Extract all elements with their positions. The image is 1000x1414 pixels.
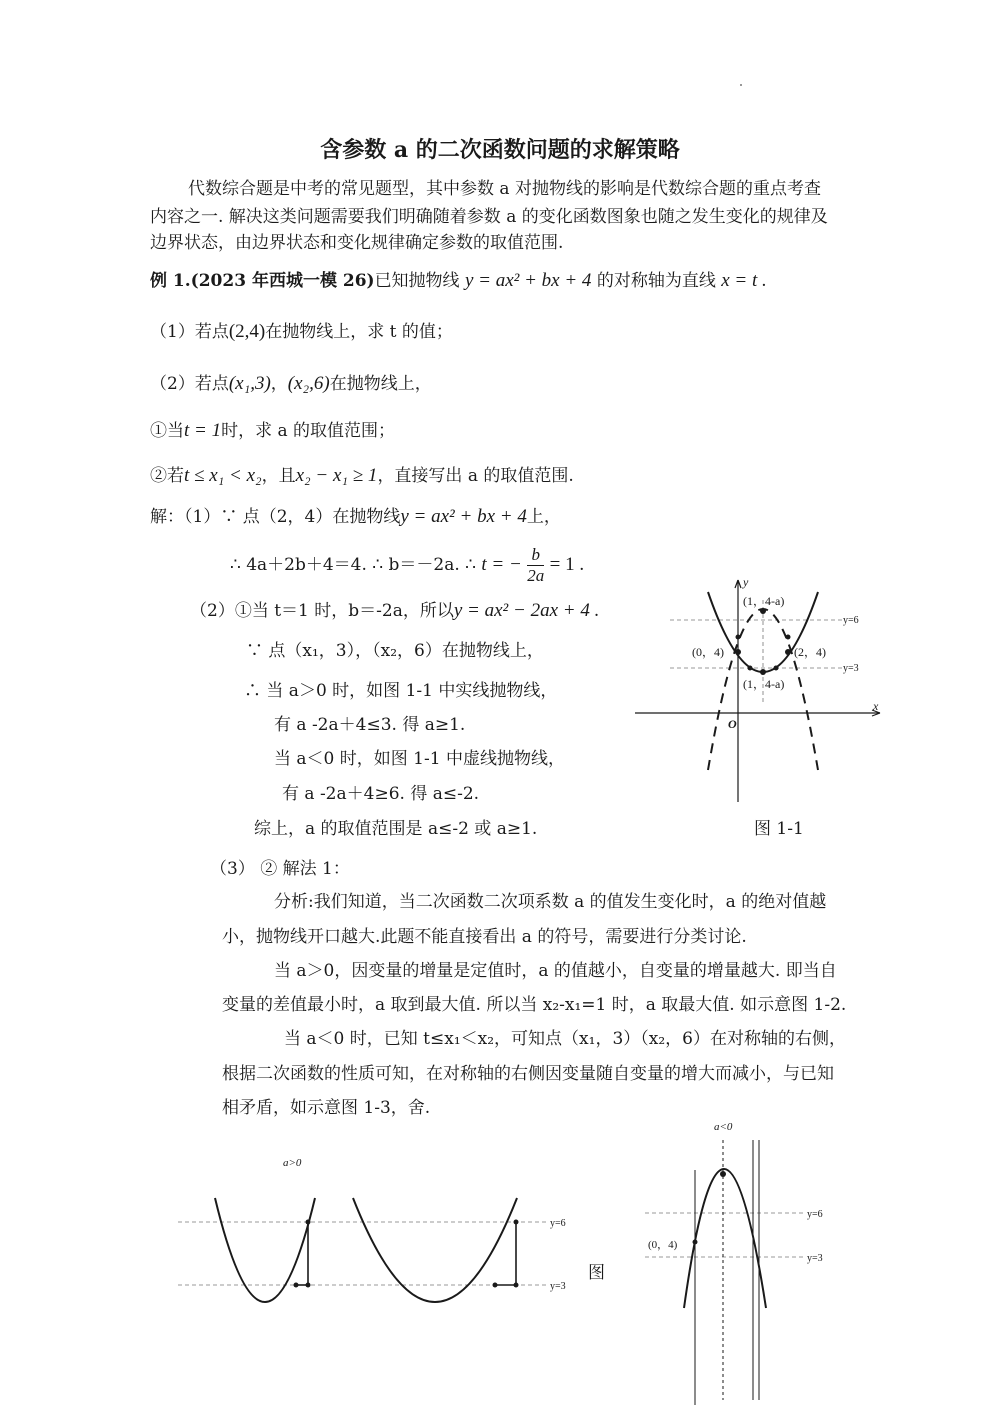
example-formula: y = ax² + bx + 4: [464, 270, 592, 291]
fraction-b-over-2a: [527, 545, 544, 586]
figure-1-1-caption: 图 1-1: [754, 819, 804, 839]
sol-l3a: （2）①当 t＝1 时，b＝-2a，所以: [190, 601, 454, 621]
fig1-y-label: y: [743, 575, 749, 589]
dashed-y6-right-point: [786, 635, 791, 640]
example-label: 例 1.(2023 年西城一模 26): [150, 271, 375, 291]
solution-line-5: ∴ 当 a＞0 时，如图 1-1 中实线抛物线，: [244, 681, 558, 701]
part3-para2-line2: 变量的差值最小时，a 取到最大值. 所以当 x₂-x₁=1 时，a 取最大值. 如示意图 1-2.: [222, 995, 847, 1015]
fig3-label: a<0: [714, 1121, 733, 1133]
solution-line-9: 综上，a 的取值范围是 a≤-2 或 a≥1.: [254, 819, 538, 839]
fig1-y3-label: y=3: [843, 663, 859, 674]
part3-para1-line2: 小，抛物线开口越大.此题不能直接看出 a 的符号，需要进行分类讨论.: [222, 927, 747, 947]
part3-heading: （3） ② 解法 1：: [210, 859, 350, 879]
fig3-point-label: (0，4): [648, 1239, 678, 1251]
example-text: 已知抛物线: [374, 271, 460, 291]
solution-line-8: 有 a -2a＋4≥6. 得 a≤-2.: [282, 784, 480, 804]
example-line: [150, 270, 767, 292]
vertex-bottom-point: [760, 669, 766, 675]
fig1-origin: O: [728, 717, 737, 731]
solution-line-4: ∵ 点（x₁，3），（x₂，6）在抛物线上，: [246, 641, 544, 661]
q2-point-2: (x₂,6): [287, 373, 330, 394]
figure-1-2-caption: 图: [588, 1263, 605, 1283]
fig2-y6-label: y=6: [550, 1218, 566, 1229]
part3-para1-line1: 分析:我们知道，当二次函数二次项系数 a 的值发生变化时，a 的绝对值越: [274, 892, 827, 912]
part3-para3-line3: 相矛盾，如示意图 1-3，舍.: [222, 1098, 431, 1118]
fig1-left-label: (0，4): [692, 645, 724, 659]
intro-line-3: 边界状态，由边界状态和变化规律确定参数的取值范围.: [150, 233, 564, 253]
sol-l1b: 上，: [526, 507, 561, 527]
figure-1-1: [630, 570, 900, 810]
q2a-text: ①当: [150, 421, 184, 441]
intro-line-2: 内容之一. 解决这类问题需要我们明确随着参数 a 的变化函数图象也随之发生变化的规律及: [150, 207, 828, 227]
solid-y3-right-point: [774, 666, 779, 671]
fig3-point-0-4: [693, 1240, 698, 1245]
fig3-y3-label: y=3: [807, 1253, 823, 1264]
question-2b: [150, 465, 574, 487]
q2-text-2: 在抛物线上，: [329, 374, 432, 394]
fig2-point: [514, 1283, 519, 1288]
solution-line-6: 有 a -2a＋4≤3. 得 a≥1.: [274, 715, 466, 735]
q1-text-2: 在抛物线上，求 t 的值；: [265, 322, 453, 342]
q2b-cond-2: x₂ − x₁ ≥ 1: [295, 465, 378, 486]
solution-line-7: 当 a＜0 时，如图 1-1 中虚线抛物线，: [274, 749, 565, 769]
part3-para3-line2: 根据二次函数的性质可知，在对称轴的右侧因变量随自变量的增大而减小，与已知: [222, 1064, 834, 1084]
figure-1-3: [640, 1115, 870, 1410]
q2-text: （2）若点: [150, 374, 229, 394]
q2b-cond: t ≤ x₁ < x₂: [184, 465, 262, 486]
q2b-text-2: ，且: [261, 466, 296, 486]
page-title: 含参数 a 的二次函数问题的求解策略: [320, 137, 680, 163]
example-text-2: 的对称轴为直线: [596, 271, 716, 291]
q2a-cond: t = 1: [184, 420, 222, 441]
part3-para3-line1: 当 a＜0 时，已知 t≤x₁＜x₂，可知点（x₁，3）（x₂，6）在对称轴的右侧，: [284, 1029, 846, 1049]
point-0-4: [735, 649, 741, 655]
point-2-4: [785, 649, 791, 655]
q2b-text: ②若: [150, 466, 184, 486]
part3-para2-line1: 当 a＞0，因变量的增量是定值时，a 的值越小，自变量的增量越大. 即当自: [274, 961, 837, 981]
vertex-top-point: [760, 608, 766, 614]
q2a-text-2: 时，求 a 的取值范围；: [221, 421, 396, 441]
fig3-y6-label: y=6: [807, 1209, 823, 1220]
solution-line-2: [230, 545, 584, 586]
q2-point-1: (x₁,3): [228, 373, 271, 394]
q1-text: （1）若点: [150, 322, 229, 342]
sol-l2-t: t = −: [481, 554, 522, 575]
fig2-point: [294, 1283, 299, 1288]
sol-l2: ∴ 4a＋2b＋4＝4. ∴ b＝－2a. ∴: [230, 555, 476, 575]
sol-l1-formula: y = ax² + bx + 4: [400, 506, 527, 527]
sol-l1a: 解：（1）∵ 点（2，4）在抛物线: [150, 507, 401, 527]
scan-speck: [740, 84, 742, 86]
solution-line-3: [190, 600, 599, 622]
q2b-text-3: ，直接写出 a 的取值范围.: [377, 466, 574, 486]
fig3-vertex: [720, 1171, 726, 1177]
fig2-point: [306, 1220, 311, 1225]
example-axis: x = t .: [721, 270, 767, 291]
dashed-y6-left-point: [736, 635, 741, 640]
fig2-y3-label: y=3: [550, 1281, 566, 1292]
fraction-den: 2a: [527, 566, 545, 585]
q1-point: (2,4): [228, 321, 266, 342]
question-1: [150, 321, 453, 343]
fig2-point: [514, 1220, 519, 1225]
fig3-parabola: [684, 1169, 766, 1308]
fig1-bottom-label: (1，4-a): [743, 677, 785, 691]
question-2a: [150, 420, 395, 442]
fig1-x-label: x: [873, 699, 879, 713]
intro-line-1: 代数综合题是中考的常见题型，其中参数 a 对抛物线的影响是代数综合题的重点考查: [188, 179, 821, 199]
sol-l2-end: = 1 .: [549, 554, 585, 575]
fig2-narrow-parabola: [215, 1198, 315, 1302]
fig1-y6-label: y=6: [843, 615, 859, 626]
fig1-right-label: (2，4): [794, 645, 826, 659]
fig2-label: a>0: [283, 1157, 302, 1169]
solid-y3-left-point: [748, 666, 753, 671]
fig1-top-label: (1，4-a): [743, 594, 785, 608]
figure-1-2: [170, 1150, 580, 1395]
sol-l3-formula: y = ax² − 2ax + 4 .: [453, 600, 600, 621]
fig2-wide-parabola: [353, 1198, 517, 1302]
fig2-point: [306, 1283, 311, 1288]
fig2-point: [493, 1283, 498, 1288]
fraction-num: b: [527, 545, 544, 566]
solution-line-1: [150, 506, 561, 528]
q2-sep: ，: [270, 374, 288, 394]
question-2: [150, 373, 432, 395]
